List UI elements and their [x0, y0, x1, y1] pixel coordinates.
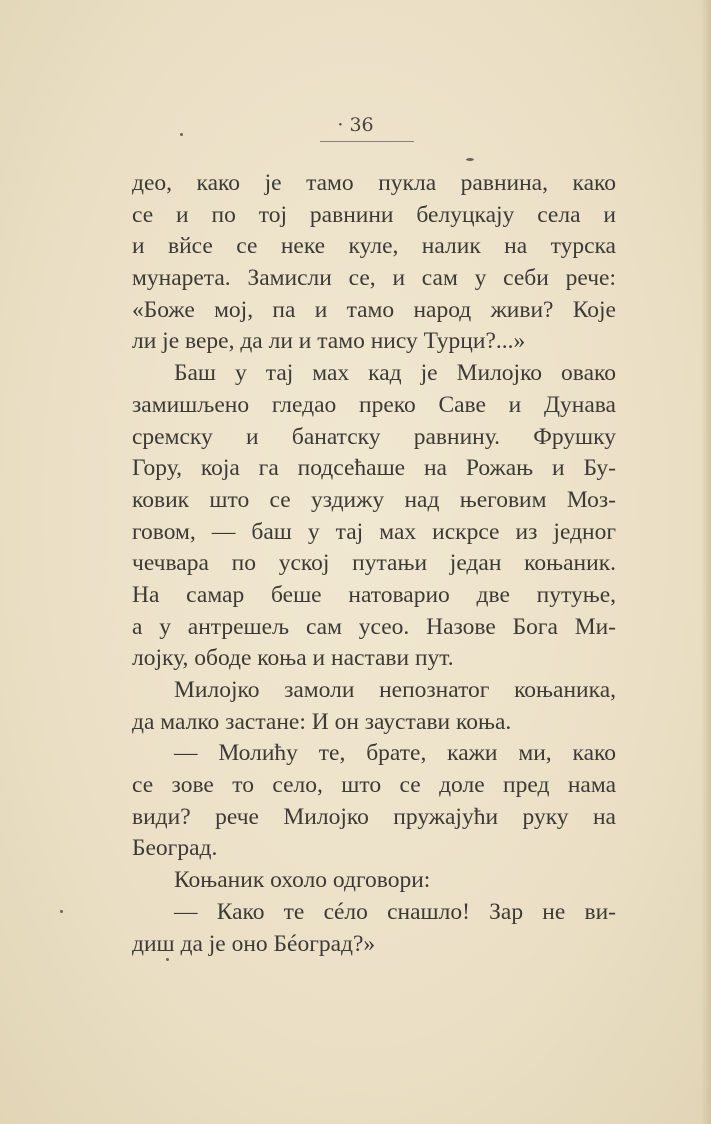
text-line: лојку, ободе коња и настави пут. — [132, 645, 454, 672]
header-rule — [320, 141, 414, 142]
text-line: Београд. — [132, 835, 218, 862]
text-line: а у антрешељ сам усео. Назове Бога Ми- — [132, 613, 616, 640]
text-line: Гору, која га подсећаше на Рожањ и Бу- — [132, 455, 616, 482]
text-line: ли је вере, да ли и тамо нису Турци?...» — [132, 328, 526, 355]
text-line: део, како је тамо пукла равнина, како — [132, 170, 616, 196]
body-text — [132, 168, 616, 960]
text-line: «Боже мој, па и тамо народ живи? Које — [132, 296, 616, 323]
text-line: — Како те сéло снашло! Зар не ви- — [174, 898, 616, 925]
ink-speck — [466, 158, 474, 161]
text-line: Коњаник охоло одговори: — [174, 867, 431, 894]
page-edge-shadow — [701, 0, 711, 1124]
text-line: говом, — баш у тај мах искрсе из једног — [132, 518, 616, 545]
text-line: — Молићу те, брате, кажи ми, како — [174, 740, 616, 767]
text-line: Милојко замоли непознатог коњаника, — [174, 677, 616, 703]
text-line: мунарета. Замисли се, и сам у себи рече: — [132, 265, 616, 292]
text-line: диш да је оно Бéоград?» — [132, 930, 376, 957]
text-line: се и по тој равнини белуцкају села и — [132, 201, 616, 228]
page-number: · 36 — [337, 114, 374, 136]
ink-speck — [166, 958, 169, 961]
ink-speck — [60, 910, 63, 913]
text-line: види? рече Милојко пружајући руку на — [132, 803, 616, 830]
text-line: и вйсе се неке куле, налик на турска — [132, 233, 616, 260]
text-line: замишљено гледао преко Саве и Дунава — [132, 391, 616, 418]
text-line: чечвара по ускоj путањи један коњаник. — [132, 550, 616, 577]
text-line: На самар беше натоварио две путуње, — [132, 581, 616, 608]
text-line: се зове то село, што се доле пред нама — [132, 772, 616, 799]
text-line: сремску и банатску равнину. Фрушку — [132, 423, 616, 450]
ink-speck — [180, 133, 183, 136]
text-line: ковик што се уздижу над његовим Моз- — [132, 486, 616, 513]
text-line: да малко застане: И он заустави коња. — [132, 708, 512, 735]
text-line: Баш у тај мах кад је Милојко овако — [174, 360, 616, 387]
